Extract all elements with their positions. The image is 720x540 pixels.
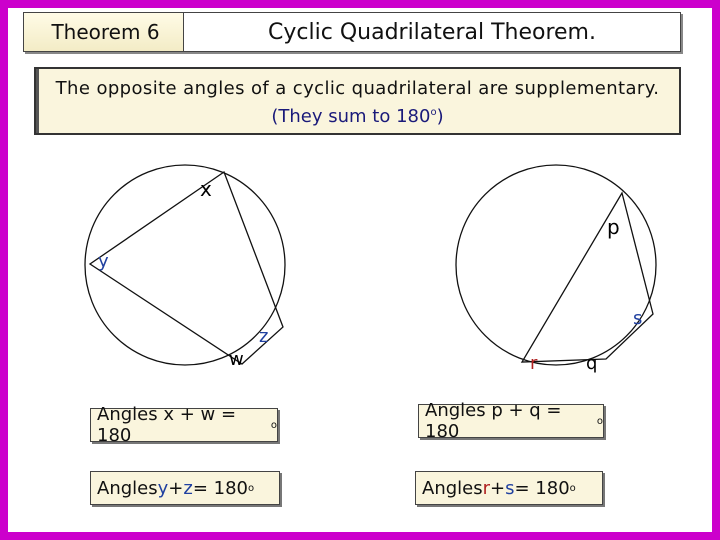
- angle-label-y: y: [98, 251, 109, 272]
- angle-label-q: q: [586, 353, 598, 374]
- equation-p-q: Angles p + q = 180 o: [418, 404, 604, 438]
- angle-label-z: z: [259, 326, 269, 347]
- equation-r-s: Angles r + s = 180 o: [415, 471, 603, 505]
- equation-y-z: Angles y + z = 180 o: [90, 471, 280, 505]
- left-quadrilateral: [90, 172, 283, 364]
- angle-label-s: s: [633, 308, 643, 329]
- angle-label-p: p: [607, 215, 620, 239]
- statement-line-1: The opposite angles of a cyclic quadrilateral are supplementary.: [55, 78, 660, 99]
- equation-x-w: Angles x + w = 180 o: [90, 408, 278, 442]
- angle-label-x: x: [200, 177, 212, 201]
- right-quadrilateral: [522, 193, 653, 362]
- angle-label-w: w: [229, 349, 244, 370]
- angle-label-r: r: [530, 353, 538, 374]
- left-circle: [85, 165, 285, 365]
- statement-line-2: (They sum to 180$^o$): [271, 106, 444, 127]
- right-circle: [456, 165, 656, 365]
- page-title: Cyclic Quadrilateral Theorem.: [183, 12, 681, 52]
- theorem-tab: Theorem 6: [23, 12, 188, 52]
